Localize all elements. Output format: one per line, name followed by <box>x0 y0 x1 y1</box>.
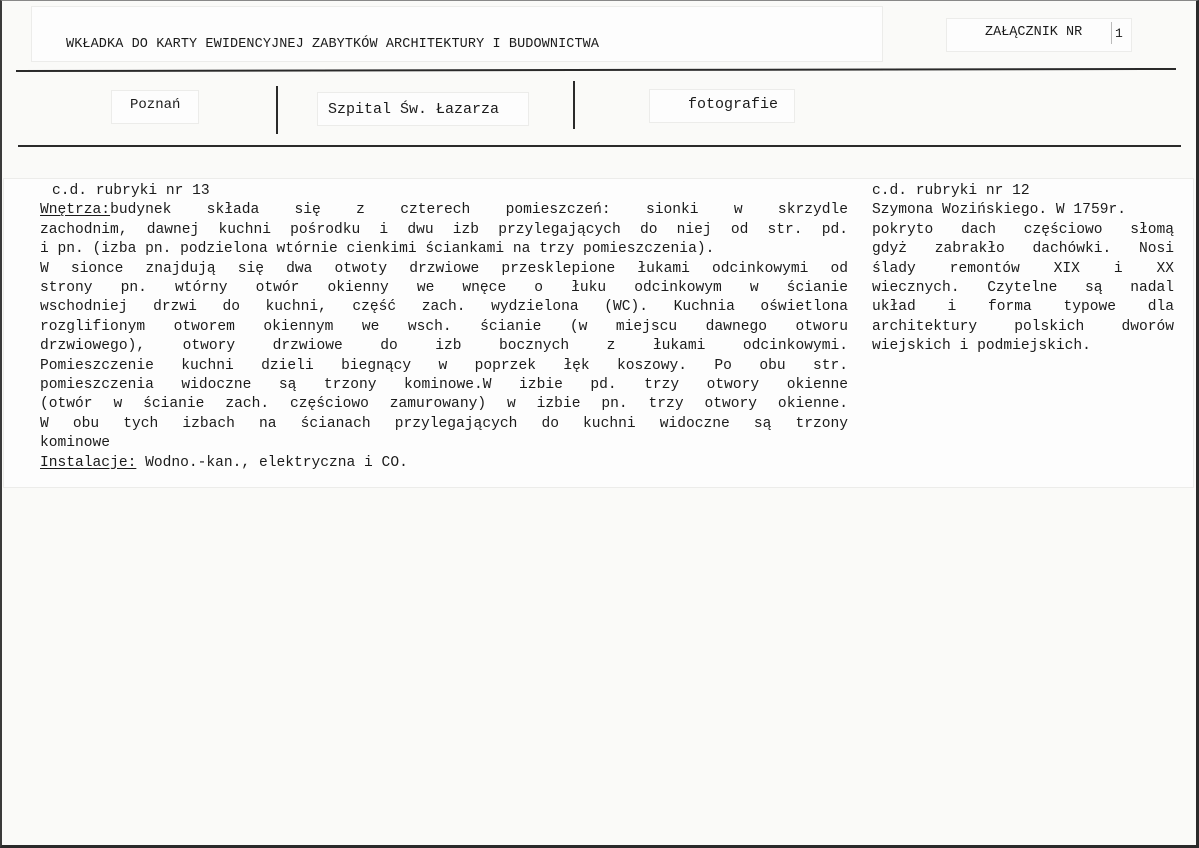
text-line: układ i forma typowe dla <box>872 299 1174 316</box>
text-line: i pn. (izba pn. podzielona wtórnie cienkimi ściankami na trzy pomieszczenia). <box>40 241 715 258</box>
header-title-strip <box>32 7 882 61</box>
bottom-divider <box>18 145 1181 147</box>
text-line <box>40 201 848 220</box>
text-line: gdyż zabrakło dachówki. Nosi <box>872 241 1174 258</box>
place-field <box>112 91 198 123</box>
section-field <box>650 90 794 122</box>
text-line: W obu tych izbach na ścianach przylegających do kuchni widoczne są trzony <box>40 415 848 432</box>
top-divider <box>16 68 1176 72</box>
text-line: strony pn. wtórny otwór okienny we wnęce o łuku odcinkowym w ścianie <box>40 280 848 297</box>
text-line: drzwiowego), otwory drzwiowe do izb bocznych z łukami odcinkowymi. <box>40 338 848 355</box>
annex-box <box>947 19 1131 51</box>
section-value: fotografie <box>688 96 779 113</box>
card-title: WKŁADKA DO KARTY EWIDENCYJNEJ ZABYTKÓW ARCHITEKTURY I BUDOWNICTWA <box>66 37 600 52</box>
field-divider-2 <box>573 81 575 129</box>
left-column <box>40 182 848 473</box>
text-line: kominowe <box>40 435 111 452</box>
right-column <box>872 182 1174 357</box>
interior-label: Wnętrza: <box>40 202 111 219</box>
text-line: pokryto dach częściowo słomą <box>872 221 1174 238</box>
text-line: (otwór w ścianie zach. częściowo zamurowany) w izbie pn. trzy otwory okienne. <box>40 396 848 413</box>
text-line: zachodnim, dawnej kuchni pośrodku i dwu izb przylegających do niej od str. pd. <box>40 221 848 238</box>
text-line: Pomieszczenie kuchni dzieli biegnący w poprzek łęk koszowy. Po obu str. <box>40 357 848 374</box>
installations-text: Wodno.-kan., elektryczna i CO. <box>136 454 408 471</box>
text-line-body: budynek składa się z czterech pomieszczeń: sionki w skrzydle <box>110 202 848 219</box>
text-line: Szymona Wozińskiego. W 1759r. <box>872 202 1126 219</box>
left-heading: c.d. rubryki nr 13 <box>52 183 210 199</box>
place-value: Poznań <box>130 97 181 113</box>
text-line: architektury polskich dworów <box>872 318 1174 335</box>
text-line: ślady remontów XIX i XX <box>872 260 1174 277</box>
annex-label: ZAŁĄCZNIK NR <box>985 25 1083 40</box>
object-value: Szpital Św. Łazarza <box>328 101 500 118</box>
right-heading: c.d. rubryki nr 12 <box>872 183 1030 199</box>
text-line: wiejskich i podmiejskich. <box>872 338 1091 355</box>
installations-line <box>40 454 848 473</box>
text-line: W sionce znajdują się dwa otwoty drzwiowe przesklepione łukami odcinkowymi od <box>40 260 848 277</box>
installations-label: Instalacje: <box>40 454 137 471</box>
field-divider-1 <box>276 86 278 134</box>
object-field <box>318 93 528 125</box>
text-line: rozglifionym otworem okiennym we wsch. ścianie (w miejscu dawnego otworu <box>40 318 848 335</box>
text-line: pomieszczenia widoczne są trzony kominowe.W izbie pd. trzy otwory okienne <box>40 377 848 394</box>
annex-number: 1 <box>1111 22 1125 44</box>
text-line: wiecznych. Czytelne są nadal <box>872 280 1174 297</box>
text-line: wschodniej drzwi do kuchni, część zach. wydzielona (WC). Kuchnia oświetlona <box>40 299 848 316</box>
